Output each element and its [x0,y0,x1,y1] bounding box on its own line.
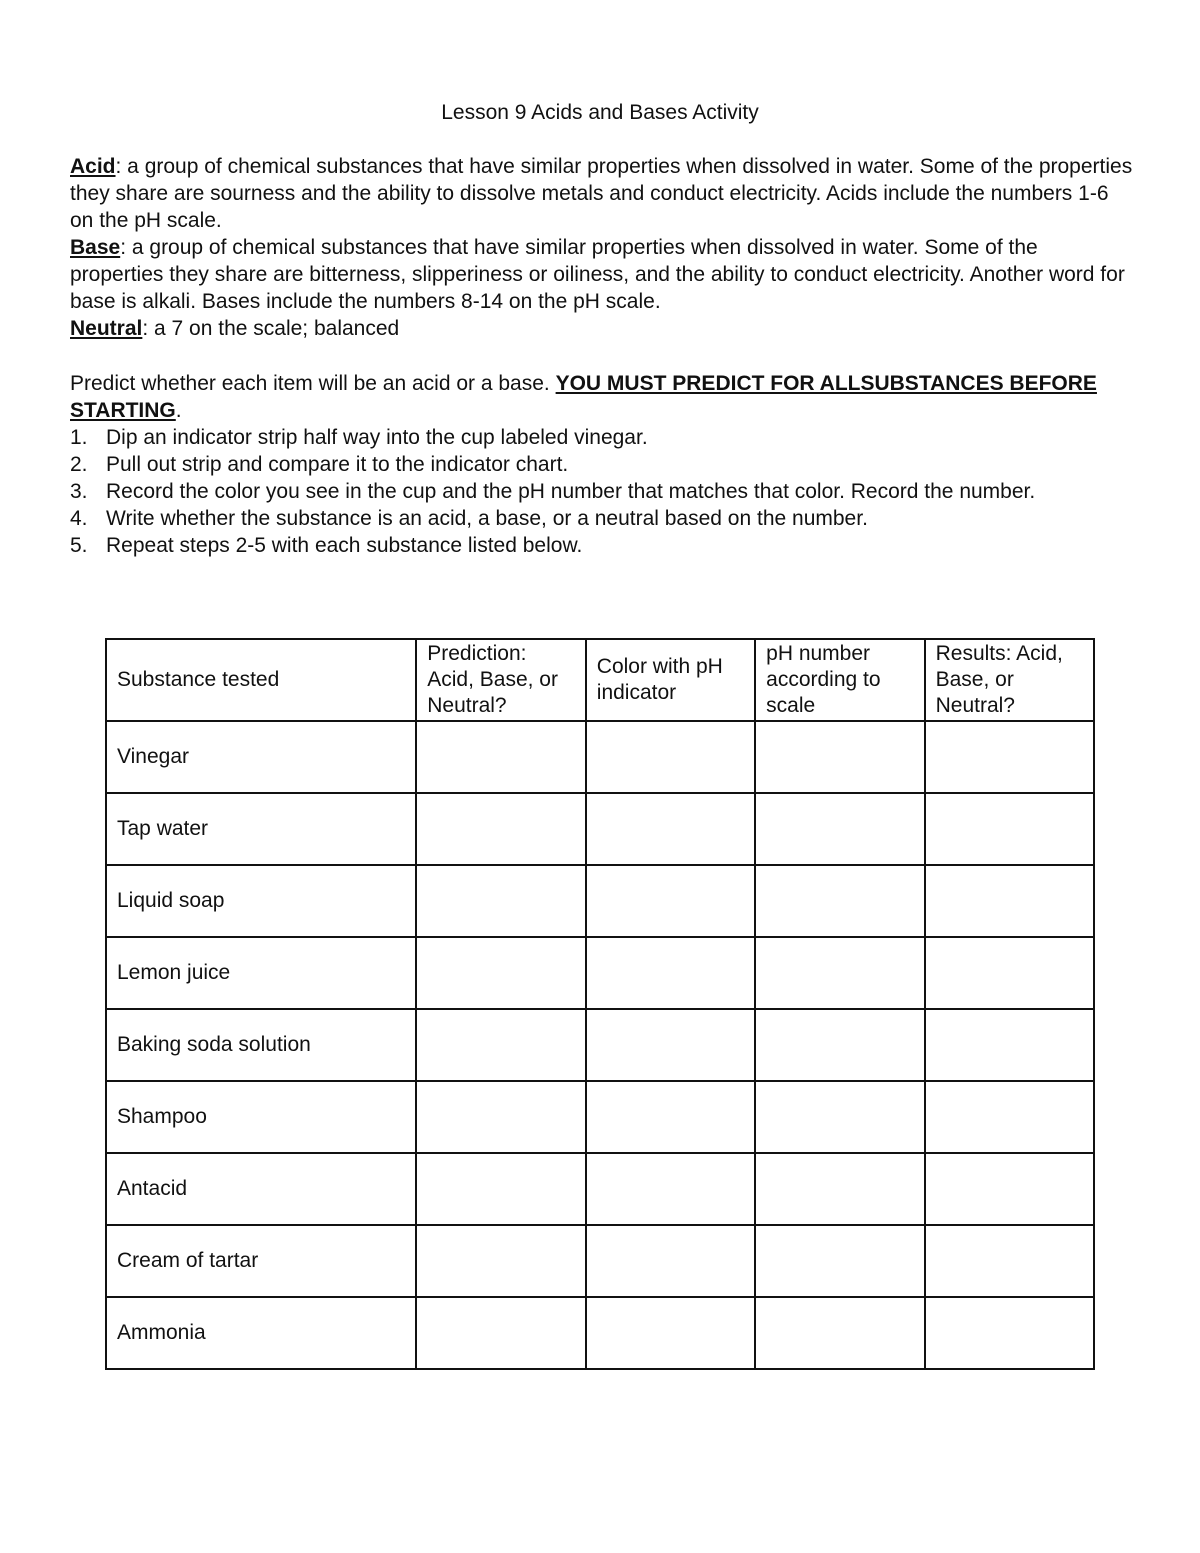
base-definition [70,234,1135,315]
color-cell[interactable] [586,1009,755,1081]
result-cell[interactable] [925,793,1094,865]
step-text: Write whether the substance is an acid, a base, or a neutral based on the number. [106,507,868,530]
step-number: 4. [70,507,88,530]
acid-term: Acid [70,155,116,178]
step-text: Pull out strip and compare it to the indicator chart. [106,453,569,476]
header-substance: Substance tested [106,639,416,721]
color-cell[interactable] [586,937,755,1009]
substance-cell: Antacid [106,1153,416,1225]
color-cell[interactable] [586,865,755,937]
ph-number-cell[interactable] [755,1297,924,1369]
result-cell[interactable] [925,937,1094,1009]
step-number: 5. [70,534,88,557]
ph-number-cell[interactable] [755,793,924,865]
prediction-cell[interactable] [416,937,586,1009]
warning-end: . [175,399,182,422]
acid-definition [70,153,1135,234]
header-results: Results: Acid, Base, or Neutral? [925,639,1094,721]
step-item [70,478,1135,505]
table-row [106,1153,1094,1225]
header-color: Color with pH indicator [586,639,755,721]
ph-number-cell[interactable] [755,721,924,793]
ph-number-cell[interactable] [755,1153,924,1225]
table-row [106,1225,1094,1297]
prediction-cell[interactable] [416,1297,586,1369]
color-cell[interactable] [586,1297,755,1369]
prediction-cell[interactable] [416,1153,586,1225]
step-number: 1. [70,426,88,449]
step-number: 2. [70,453,88,476]
result-cell[interactable] [925,1297,1094,1369]
prediction-cell[interactable] [416,865,586,937]
substance-cell: Vinegar [106,721,416,793]
neutral-text: : a 7 on the scale; balanced [142,317,400,340]
definitions [70,153,1135,342]
color-cell[interactable] [586,1225,755,1297]
step-item [70,505,1135,532]
base-term: Base [70,236,121,259]
prediction-cell[interactable] [416,1009,586,1081]
substance-cell: Cream of tartar [106,1225,416,1297]
substance-cell: Ammonia [106,1297,416,1369]
prediction-cell[interactable] [416,1081,586,1153]
neutral-term: Neutral [70,317,143,340]
step-item [70,532,1135,559]
step-number: 3. [70,480,88,503]
table-row [106,721,1094,793]
table-row [106,1081,1094,1153]
table-row [106,865,1094,937]
step-item [70,451,1135,478]
result-cell[interactable] [925,1225,1094,1297]
steps-list [70,424,1135,559]
substance-cell: Lemon juice [106,937,416,1009]
ph-number-cell[interactable] [755,1225,924,1297]
result-cell[interactable] [925,1153,1094,1225]
header-ph-number: pH number according to scale [755,639,924,721]
instructions-intro [70,370,1135,424]
ph-number-cell[interactable] [755,865,924,937]
table-row [106,937,1094,1009]
ph-number-cell[interactable] [755,1009,924,1081]
table-row [106,793,1094,865]
prediction-cell[interactable] [416,793,586,865]
substance-cell: Liquid soap [106,865,416,937]
prediction-cell[interactable] [416,721,586,793]
page-title: Lesson 9 Acids and Bases Activity [441,101,759,124]
intro-text: Predict whether each item will be an acid or a base. [70,372,556,395]
prediction-cell[interactable] [416,1225,586,1297]
result-cell[interactable] [925,865,1094,937]
color-cell[interactable] [586,721,755,793]
table-header-row [106,639,1094,721]
result-cell[interactable] [925,721,1094,793]
instructions [70,370,1135,559]
table-row [106,1297,1094,1369]
base-text: : a group of chemical substances that have similar properties when dissolved in water. Some of the properties they share are bitterness, slipperiness or oiliness, and the ability to conduct electricity. Another word for base is alkali. Bases include the numbers 8-14 on the pH scale. [70,236,1125,313]
header-prediction: Prediction: Acid, Base, or Neutral? [416,639,586,721]
step-text: Repeat steps 2-5 with each substance listed below. [106,534,583,557]
substance-cell: Tap water [106,793,416,865]
step-text: Record the color you see in the cup and the pH number that matches that color. Record the number. [106,480,1036,503]
step-item [70,424,1135,451]
ph-number-cell[interactable] [755,1081,924,1153]
ph-number-cell[interactable] [755,937,924,1009]
warning-text: YOU MUST PREDICT FOR ALLSUBSTANCES BEFORE STARTING [70,372,1097,422]
color-cell[interactable] [586,1153,755,1225]
results-table [105,638,1095,1370]
substance-cell: Baking soda solution [106,1009,416,1081]
acid-text: : a group of chemical substances that have similar properties when dissolved in water. Some of the properties they share are sourness and the ability to dissolve metals and conduct electricity. Acids include the numbers 1-6 on the pH scale. [70,155,1133,232]
color-cell[interactable] [586,793,755,865]
color-cell[interactable] [586,1081,755,1153]
neutral-definition [70,315,1135,342]
result-cell[interactable] [925,1009,1094,1081]
table-row [106,1009,1094,1081]
result-cell[interactable] [925,1081,1094,1153]
substance-cell: Shampoo [106,1081,416,1153]
step-text: Dip an indicator strip half way into the cup labeled vinegar. [106,426,648,449]
